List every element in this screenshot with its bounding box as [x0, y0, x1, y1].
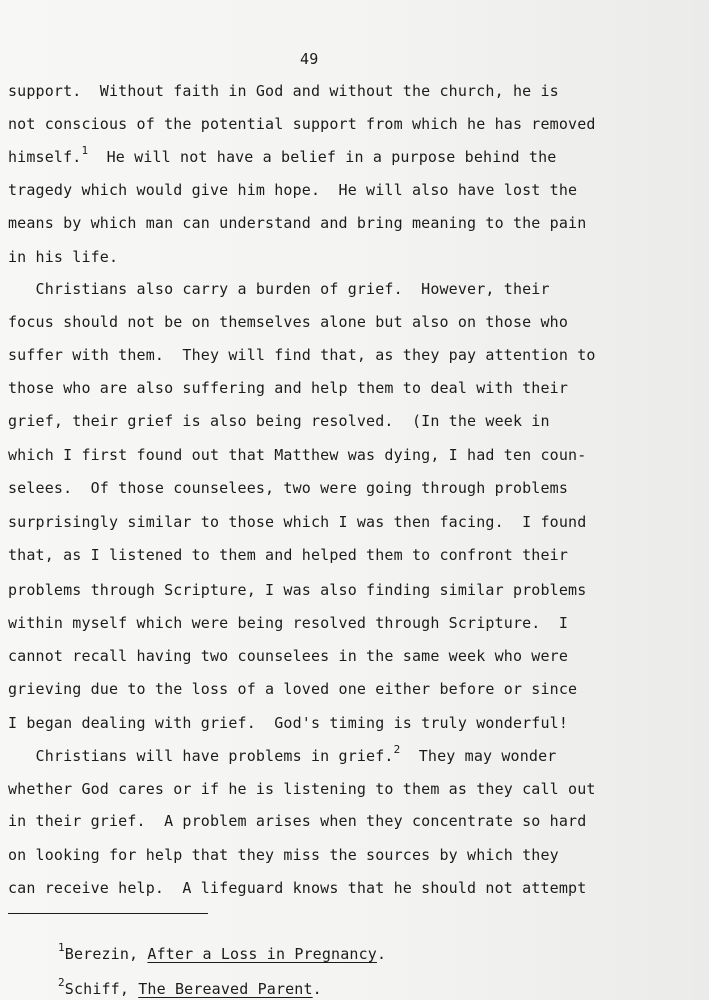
body-line: focus should not be on themselves alone but also on those who [8, 313, 569, 331]
body-line: cannot recall having two counselees in the same week who were [8, 647, 569, 665]
footnote-reference: 1 [81, 144, 89, 157]
body-line: that, as I listened to them and helped them to confront their [8, 546, 569, 564]
body-line: suffer with them. They will find that, as they pay attention to [8, 346, 596, 364]
body-line: those who are also suffering and help them to deal with their [8, 379, 569, 397]
body-line: not conscious of the potential support from which he has removed [8, 115, 596, 133]
body-line: surprisingly similar to those which I was then facing. I found [8, 513, 587, 531]
body-line: whether God cares or if he is listening to them as they call out [8, 780, 596, 798]
body-line: himself.$^1$ He will not have a belief in a purpose behind the [8, 144, 557, 166]
body-line: can receive help. A lifeguard knows that he should not attempt [8, 879, 587, 897]
footnote-author: Schiff, [64, 980, 139, 998]
body-line: Christians will have problems in grief.$^2$ They may wonder [8, 743, 557, 765]
footnote-2: $^2$Schiff, The Bereaved Parent. [58, 976, 322, 998]
footnote-title: The Bereaved Parent [138, 980, 313, 998]
footnote-author: Berezin, [64, 945, 148, 963]
body-line: I began dealing with grief. God's timing is truly wonderful! [8, 714, 569, 732]
body-line: on looking for help that they miss the sources by which they [8, 846, 559, 864]
body-line: in his life. [8, 248, 119, 266]
body-line: in their grief. A problem arises when they concentrate so hard [8, 812, 587, 830]
footnote-mark: 1 [58, 941, 65, 954]
footnote-divider [8, 913, 208, 914]
body-line: problems through Scripture, I was also finding similar problems [8, 581, 587, 599]
footnote-mark: 2 [58, 976, 65, 989]
body-line: grieving due to the loss of a loved one either before or since [8, 680, 578, 698]
body-line: which I first found out that Matthew was dying, I had ten coun- [8, 446, 587, 464]
body-line: grief, their grief is also being resolved. (In the week in [8, 412, 550, 430]
footnote-1: $^1$Berezin, After a Loss in Pregnancy. [58, 941, 387, 963]
body-line: within myself which were being resolved through Scripture. I [8, 614, 569, 632]
body-line: tragedy which would give him hope. He will also have lost the [8, 181, 578, 199]
page-number: 49 [300, 50, 319, 68]
footnote-title: After a Loss in Pregnancy [147, 945, 377, 963]
body-line: selees. Of those counselees, two were going through problems [8, 479, 569, 497]
footnote-reference: 2 [393, 743, 401, 756]
body-line: means by which man can understand and bring meaning to the pain [8, 214, 587, 232]
body-line: Christians also carry a burden of grief. However, their [8, 280, 550, 298]
body-line: support. Without faith in God and without the church, he is [8, 82, 559, 100]
